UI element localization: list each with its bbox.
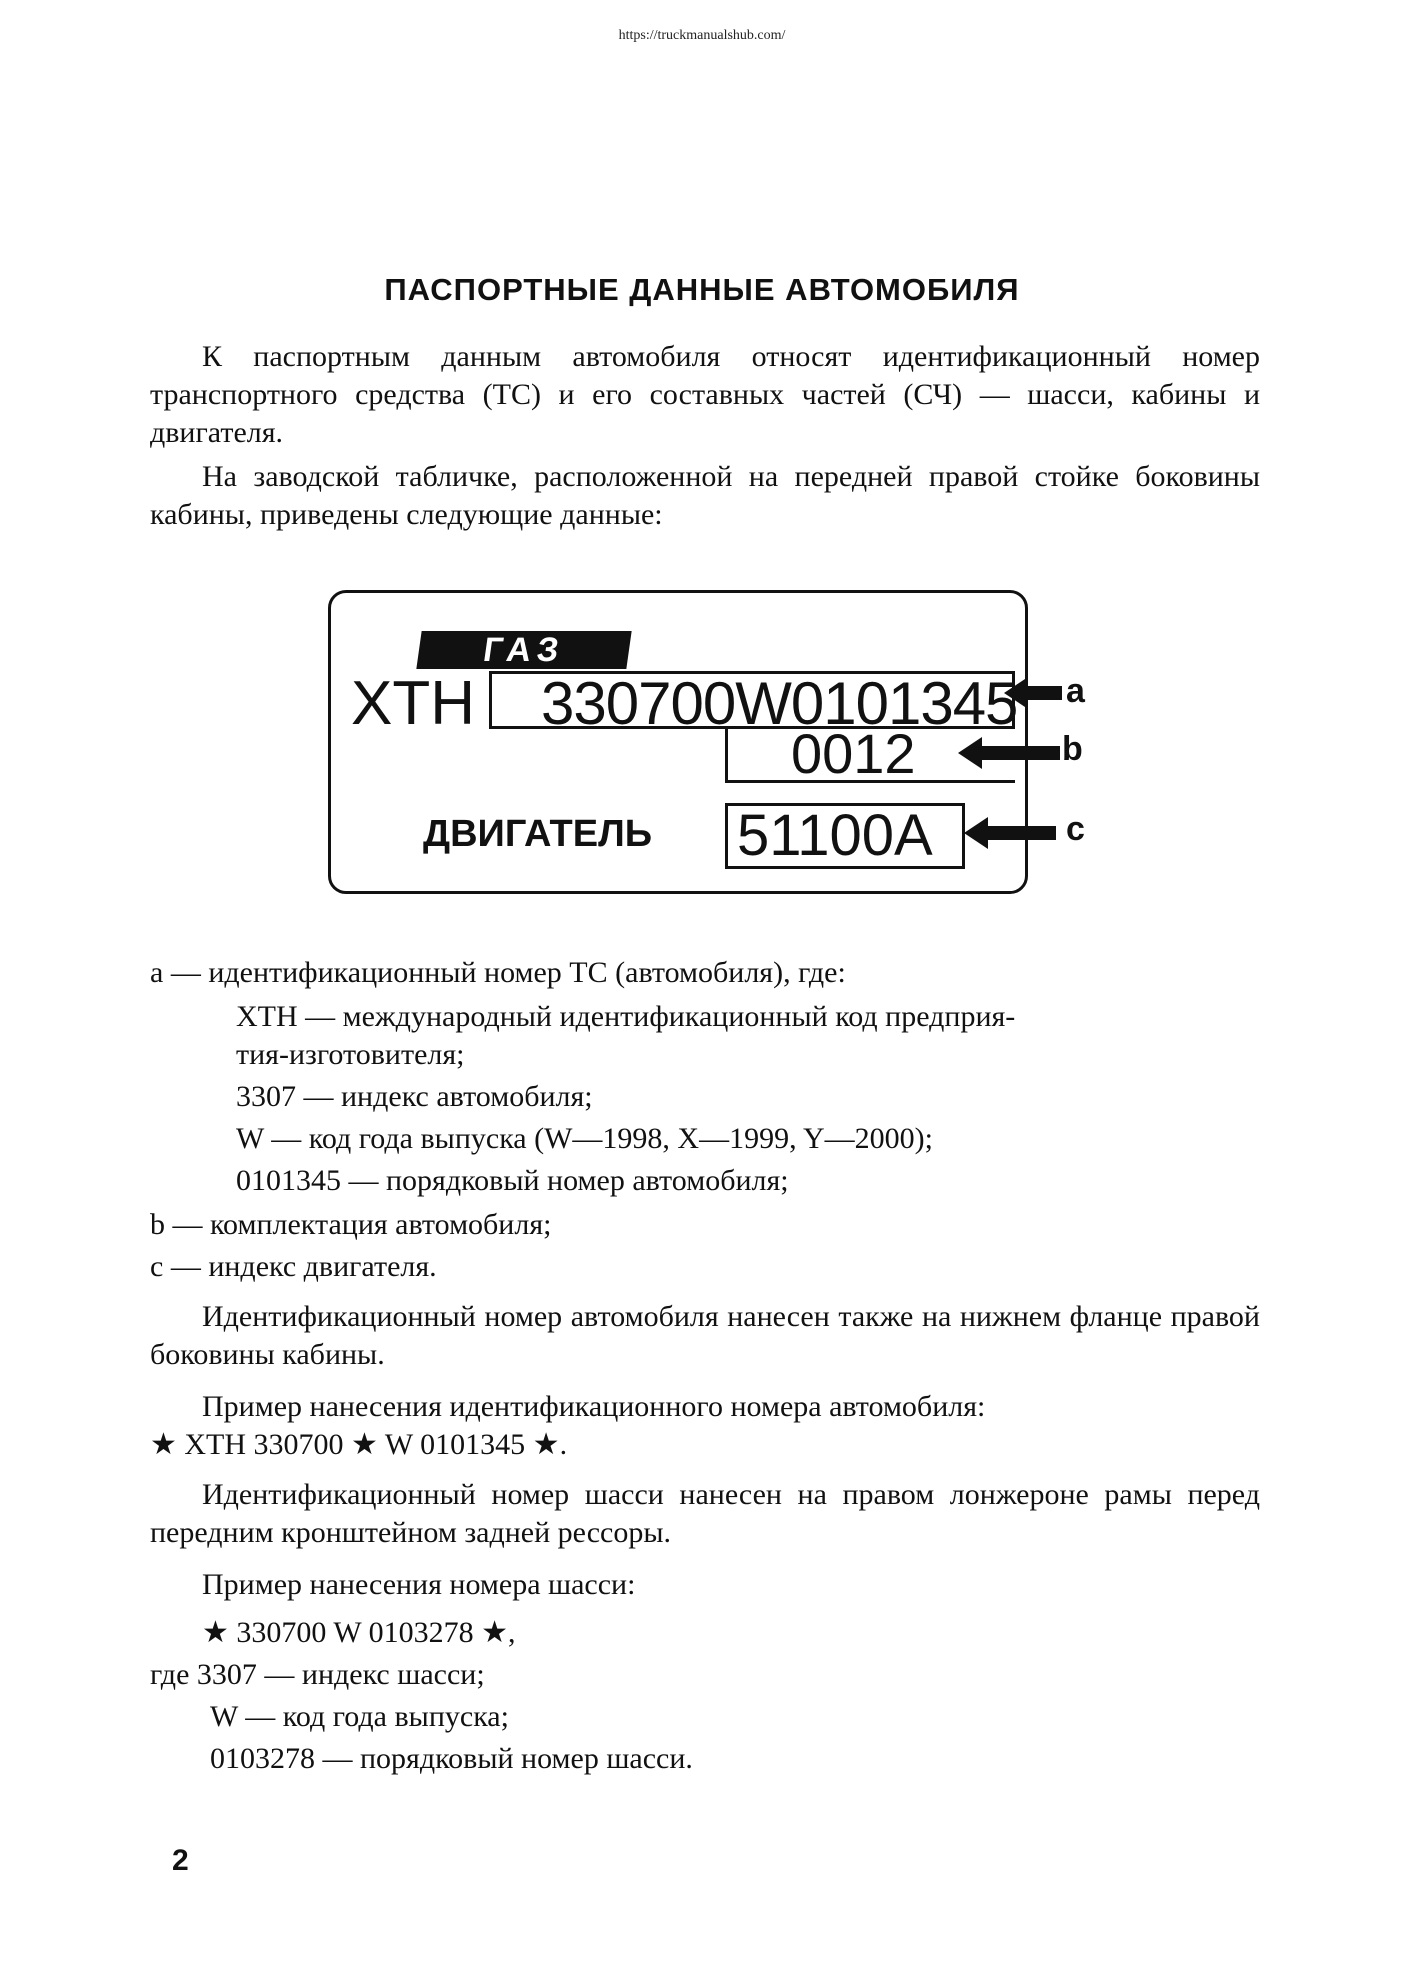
- intro-text-1: К паспортным данным автомобиля относят идентификационный номер транспортного средства (ТС) и его составных частей (СЧ) — шасси, кабины и двигателя.: [150, 340, 1260, 449]
- legend-a: a — идентификационный номер ТС (автомобиля), где:: [150, 956, 846, 989]
- chassis-year: W — код года выпуска;: [210, 1700, 509, 1733]
- source-url[interactable]: https://truckmanualshub.com/: [618, 28, 786, 43]
- legend-a-xth-1: XTH — международный идентификационный код предприя-: [236, 1000, 1016, 1033]
- marker-c: c: [1066, 810, 1085, 848]
- intro-paragraph-1: [150, 338, 1260, 452]
- legend-a-xth-2: тия-изготовителя;: [236, 1038, 465, 1071]
- vin-location-paragraph: [150, 1298, 1260, 1374]
- vin-number: 330700W0101345: [541, 670, 1018, 737]
- chassis-serial: 0103278 — порядковый номер шасси.: [210, 1742, 693, 1775]
- marker-a: a: [1066, 672, 1085, 710]
- legend-a-index: 3307 — индекс автомобиля;: [236, 1080, 593, 1113]
- legend-c: c — индекс двигателя.: [150, 1250, 437, 1283]
- vin-example-value: ★ XTH 330700 ★ W 0101345 ★.: [150, 1428, 568, 1461]
- config-number: 0012: [791, 722, 916, 785]
- engine-label: ДВИГАТЕЛЬ: [423, 813, 653, 855]
- legend-a-serial: 0101345 — порядковый номер автомобиля;: [236, 1164, 789, 1197]
- legend-b: b — комплектация автомобиля;: [150, 1208, 552, 1241]
- intro-text-2: На заводской табличке, расположенной на передней правой стойке боковины кабины, приведены следующие данные:: [150, 460, 1260, 531]
- chassis-where: где 3307 — индекс шасси;: [150, 1658, 485, 1691]
- vin-example-label: Пример нанесения идентификационного номера автомобиля:: [202, 1390, 986, 1423]
- page-title: ПАСПОРТНЫЕ ДАННЫЕ АВТОМОБИЛЯ: [384, 272, 1020, 307]
- chassis-location-paragraph: [150, 1476, 1260, 1552]
- chassis-example-value: ★ 330700 W 0103278 ★,: [202, 1616, 516, 1649]
- legend-a-year: W — код года выпуска (W—1998, X—1999, Y—2000);: [236, 1122, 933, 1155]
- identification-plate: [328, 590, 1028, 894]
- arrow-a-icon: [1026, 686, 1062, 700]
- manufacturer-code: XTH: [351, 669, 475, 738]
- page-number: 2: [172, 1844, 189, 1877]
- arrow-c-icon: [986, 826, 1056, 840]
- arrow-b-icon: [980, 746, 1060, 760]
- gaz-logo: ГАЗ: [416, 631, 631, 669]
- vin-location-text: Идентификационный номер автомобиля нанесен также на нижнем фланце правой боковины кабины.: [150, 1300, 1260, 1371]
- chassis-example-label: Пример нанесения номера шасси:: [202, 1568, 636, 1601]
- chassis-location-text: Идентификационный номер шасси нанесен на правом лонжероне рамы перед передним кронштейном задней рессоры.: [150, 1478, 1260, 1549]
- engine-number: 51100A: [737, 803, 933, 868]
- intro-paragraph-2: [150, 458, 1260, 534]
- marker-b: b: [1062, 730, 1083, 768]
- vin-example-paragraph: [150, 1388, 1260, 1426]
